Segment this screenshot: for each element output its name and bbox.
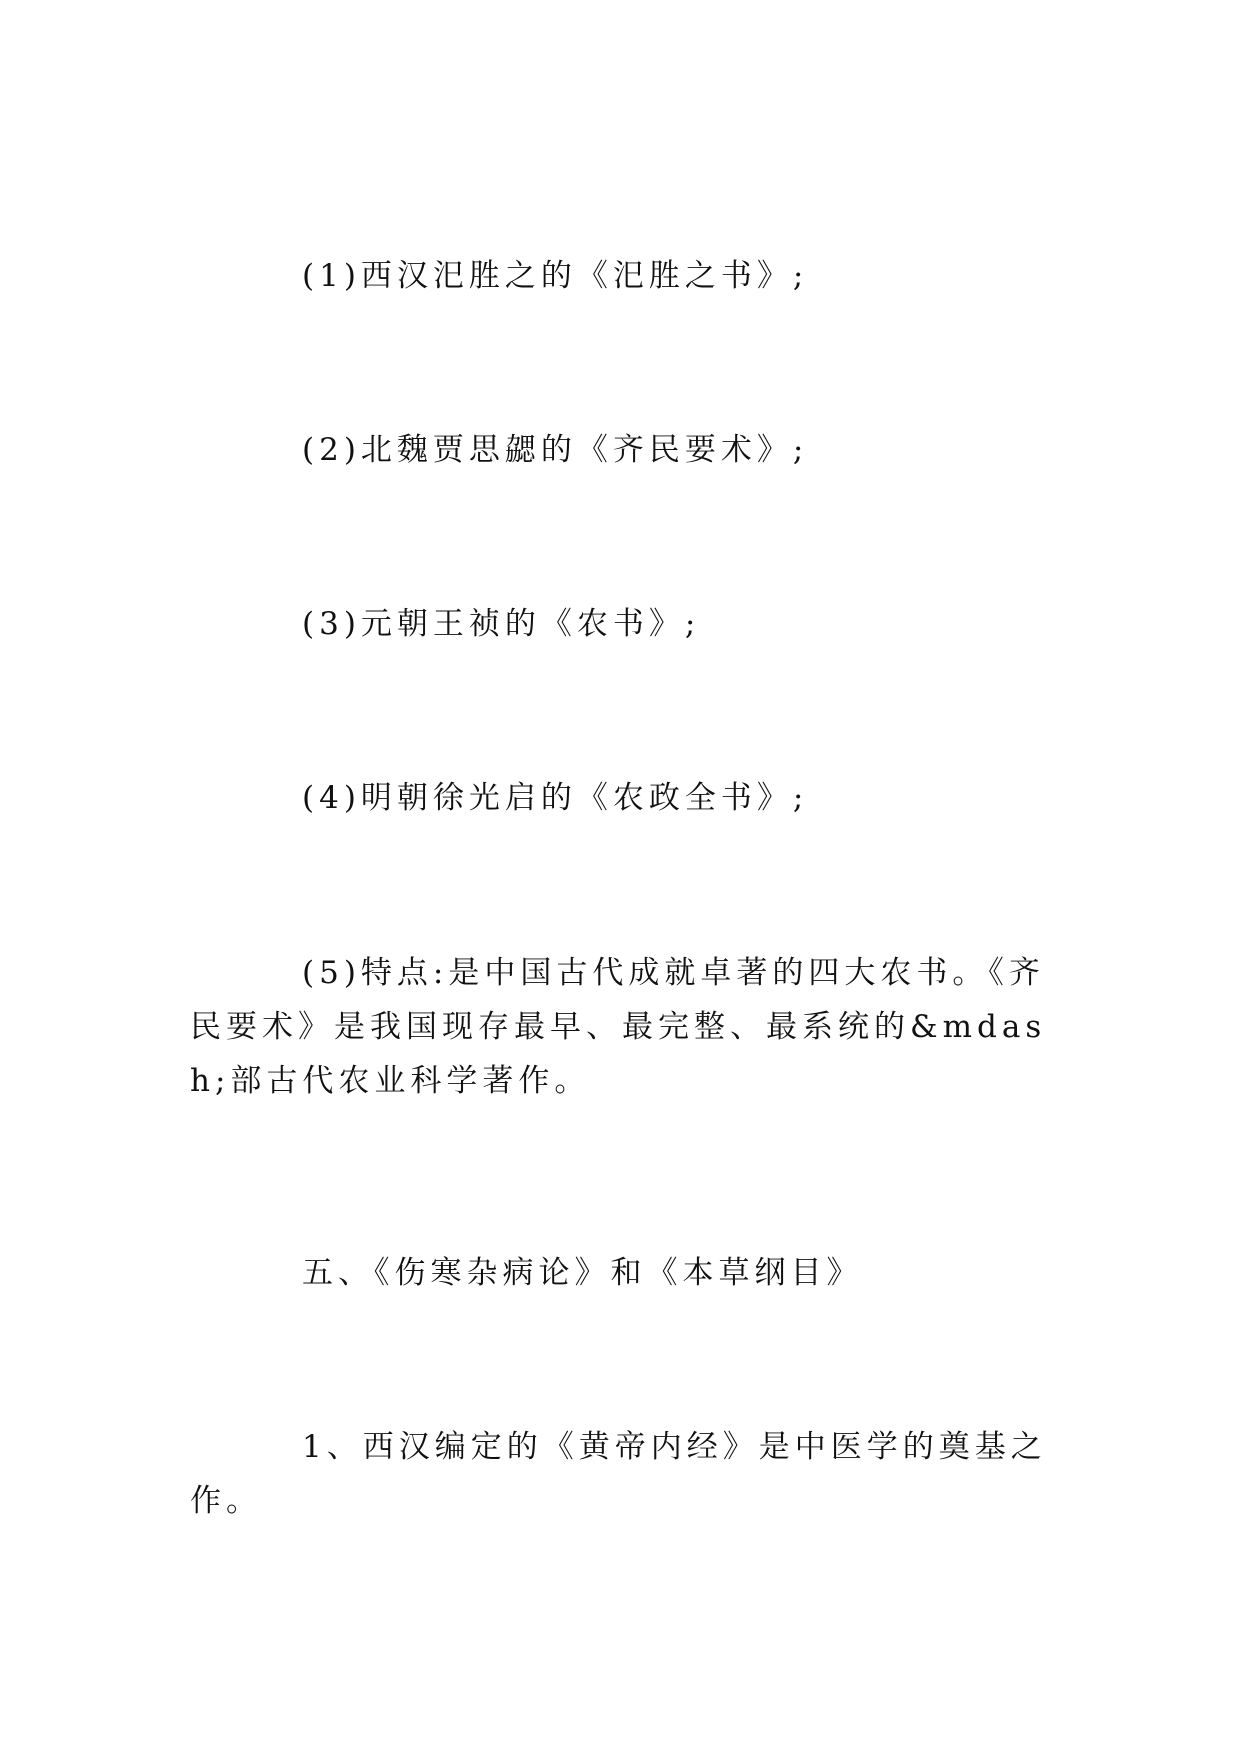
section-heading-medicine: 五、《伤寒杂病论》和《本草纲目》 [302, 1255, 863, 1291]
paragraph-agri-features: (5)特点:是中国古代成就卓著的四大农书。《齐民要术》是我国现存最早、最完整、最系统的&mdash;部古代农业科学著作。 [190, 955, 1047, 1099]
paragraph-agri-book-2: (2)北魏贾思勰的《齐民要术》; [302, 432, 809, 468]
paragraph-agri-book-3: (3)元朝王祯的《农书》; [302, 606, 701, 642]
paragraph-agri-book-1: (1)西汉汜胜之的《汜胜之书》; [302, 258, 809, 294]
paragraph-huangdi-neijing: 1、西汉编定的《黄帝内经》是中医学的奠基之作。 [190, 1429, 1047, 1519]
paragraph-agri-book-4: (4)明朝徐光启的《农政全书》; [302, 780, 809, 816]
